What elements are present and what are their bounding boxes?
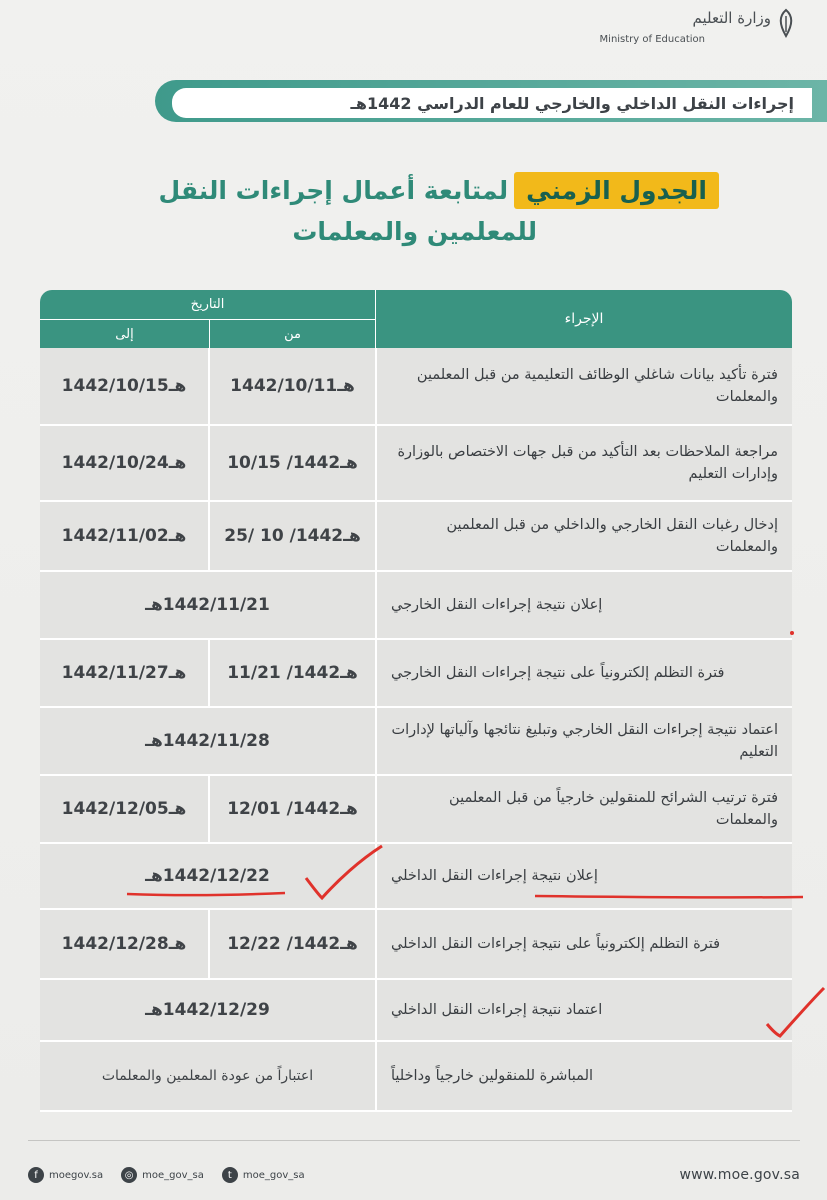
table-row — [40, 572, 792, 640]
row-to-date: 1442/12/05هـ — [40, 776, 210, 842]
row-action: فترة تأكيد بيانات شاغلي الوظائف التعليمية من قبل المعلمين والمعلمات — [375, 348, 792, 424]
row-to-date: 1442/12/28هـ — [40, 910, 210, 978]
row-to-date: 1442/11/02هـ — [40, 502, 210, 570]
row-from-date: 25/ 10 /1442هـ — [224, 526, 361, 546]
ministry-logo — [577, 8, 797, 50]
table-row — [40, 844, 792, 910]
row-to-date: 1442/10/15هـ — [40, 348, 210, 424]
header-to: إلى — [40, 320, 210, 348]
table-row — [40, 776, 792, 844]
banner-text-box — [172, 88, 812, 118]
table-row — [40, 502, 792, 572]
schedule-table — [40, 290, 792, 1112]
page-subtitle: للمعلمين والمعلمات — [292, 217, 537, 246]
header-date: التاريخ — [40, 290, 375, 320]
facebook-link[interactable] — [28, 1167, 103, 1183]
row-single-date: 1442/12/22هـ — [145, 866, 270, 886]
footer-divider — [28, 1140, 800, 1141]
row-from-date: 11/21 /1442هـ — [227, 663, 358, 683]
table-row — [40, 426, 792, 502]
row-action: فترة ترتيب الشرائح للمنقولين خارجياً من قبل المعلمين والمعلمات — [375, 776, 792, 842]
row-from-date: 12/22 /1442هـ — [227, 934, 358, 954]
row-from-date: 1442/10/11هـ — [230, 376, 355, 396]
row-action: اعتماد نتيجة إجراءات النقل الخارجي وتبليغ نتائجها وآلياتها لإدارات التعليم — [375, 708, 792, 774]
table-row — [40, 640, 792, 708]
twitter-icon: t — [222, 1167, 238, 1183]
row-action: إدخال رغبات النقل الخارجي والداخلي من قبل المعلمين والمعلمات — [375, 502, 792, 570]
table-row — [40, 980, 792, 1042]
table-header — [40, 290, 792, 348]
table-row — [40, 910, 792, 980]
row-action: إعلان نتيجة إجراءات النقل الخارجي — [375, 572, 792, 638]
logo-english-text: Ministry of Education — [599, 34, 705, 45]
logo-arabic-text: وزارة التعليم — [692, 9, 771, 27]
row-action: إعلان نتيجة إجراءات النقل الداخلي — [375, 844, 792, 908]
row-action: فترة التظلم إلكترونياً على نتيجة إجراءات النقل الخارجي — [375, 640, 792, 706]
row-single-date: 1442/11/21هـ — [145, 595, 270, 615]
row-single-date: 1442/12/29هـ — [145, 1000, 270, 1020]
instagram-handle: moe_gov_sa — [142, 1169, 204, 1181]
row-action: مراجعة الملاحظات بعد التأكيد من قبل جهات الاختصاص بالوزارة وإدارات التعليم — [375, 426, 792, 500]
row-single-date: 1442/11/28هـ — [145, 731, 270, 751]
header-from: من — [284, 326, 301, 342]
website-link[interactable]: www.moe.gov.sa — [679, 1167, 800, 1183]
row-to-date: 1442/11/27هـ — [40, 640, 210, 706]
row-action: اعتماد نتيجة إجراءات النقل الداخلي — [375, 980, 792, 1040]
footer — [28, 1160, 800, 1190]
table-row — [40, 348, 792, 426]
banner-title: إجراءات النقل الداخلي والخارجي للعام الدراسي 1442هـ — [350, 93, 794, 113]
title-highlight: الجدول الزمني — [514, 172, 719, 209]
instagram-link[interactable] — [121, 1167, 204, 1183]
ministry-emblem-icon — [775, 8, 797, 38]
table-row — [40, 1042, 792, 1112]
table-row — [40, 708, 792, 776]
row-from-date: 12/01 /1442هـ — [227, 799, 358, 819]
title-rest: لمتابعة أعمال إجراءات النقل — [158, 175, 509, 205]
twitter-handle: moe_gov_sa — [242, 1169, 305, 1181]
twitter-link[interactable] — [222, 1167, 305, 1183]
header-action: الإجراء — [375, 290, 792, 348]
facebook-icon: f — [28, 1167, 44, 1183]
row-action: المباشرة للمنقولين خارجياً وداخلياً — [375, 1042, 792, 1110]
row-single-date: اعتباراً من عودة المعلمين والمعلمات — [101, 1068, 314, 1084]
facebook-handle: moegov.sa — [49, 1169, 104, 1181]
instagram-icon: ◎ — [121, 1167, 137, 1183]
page-title — [159, 165, 720, 215]
row-action: فترة التظلم إلكترونياً على نتيجة إجراءات النقل الداخلي — [375, 910, 792, 978]
row-to-date: 1442/10/24هـ — [40, 426, 210, 500]
row-from-date: 10/15 /1442هـ — [227, 453, 358, 473]
